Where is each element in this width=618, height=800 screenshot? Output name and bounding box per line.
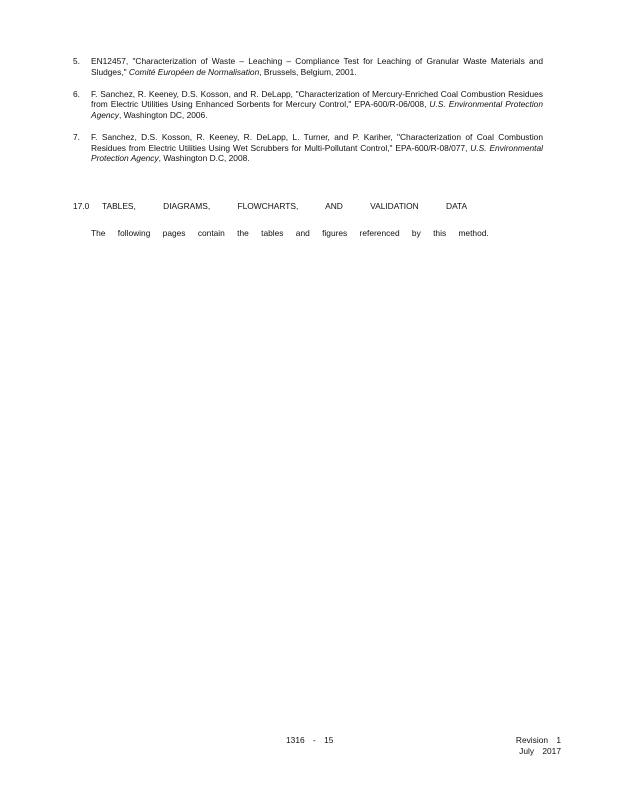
reference-text bbox=[91, 132, 543, 164]
section-title: TABLES, DIAGRAMS, FLOWCHARTS, AND VALIDATION DATA bbox=[102, 201, 468, 211]
reference-italic-text: U.S. Environmental Protection Agency bbox=[91, 99, 544, 120]
reference-text-part: , Washington D.C, 2008. bbox=[158, 153, 250, 164]
reference-number: 6. bbox=[73, 88, 80, 99]
footer-page-number: 1316 - 15 bbox=[286, 735, 334, 745]
reference-text-part: , Washington DC, 2006. bbox=[118, 109, 208, 120]
reference-italic-text: U.S. Environmental Protection Agency bbox=[91, 142, 543, 164]
reference-item bbox=[73, 56, 543, 77]
reference-text-part: EN12457, "Characterization of Waste – Leaching – Compliance Test for Leaching of Granular Waste Materials and Sludges," bbox=[91, 56, 543, 77]
references-list bbox=[73, 56, 543, 175]
reference-item bbox=[73, 89, 543, 121]
reference-text-part: , Brussels, Belgium, 2001. bbox=[259, 66, 357, 77]
reference-item bbox=[73, 132, 543, 164]
reference-text bbox=[91, 89, 543, 121]
reference-text-part: F. Sanchez, R. Keeney, D.S. Kosson, and R. DeLapp, "Characterization of Mercury-Enriched Coal Combustion Residues from Electric Utilities Using Enhanced Sorbents for Mercury Control," EPA-600/R-06/008, bbox=[91, 88, 543, 110]
reference-number: 5. bbox=[73, 56, 80, 66]
reference-text-part: F. Sanchez, D.S. Kosson, R. Keeney, R. DeLapp, L. Turner, and P. Kariher, "Characterization of Coal Combustion Residues from Electric Utilities Using Wet Scrubbers for Multi-Pollutant Control," EPA-600/R-08/077, bbox=[91, 131, 543, 153]
footer-revision-block bbox=[516, 735, 561, 756]
reference-italic-text: Comité Européen de Normalisation bbox=[128, 66, 260, 77]
footer-date: July 2017 bbox=[519, 745, 561, 756]
footer-revision: Revision 1 bbox=[515, 735, 561, 745]
reference-number: 7. bbox=[73, 131, 80, 142]
section-heading bbox=[73, 201, 543, 212]
section-number: 17.0 bbox=[73, 201, 90, 211]
section-paragraph: The following pages contain the tables and figures referenced by this method. bbox=[91, 228, 489, 238]
reference-text bbox=[91, 56, 543, 77]
